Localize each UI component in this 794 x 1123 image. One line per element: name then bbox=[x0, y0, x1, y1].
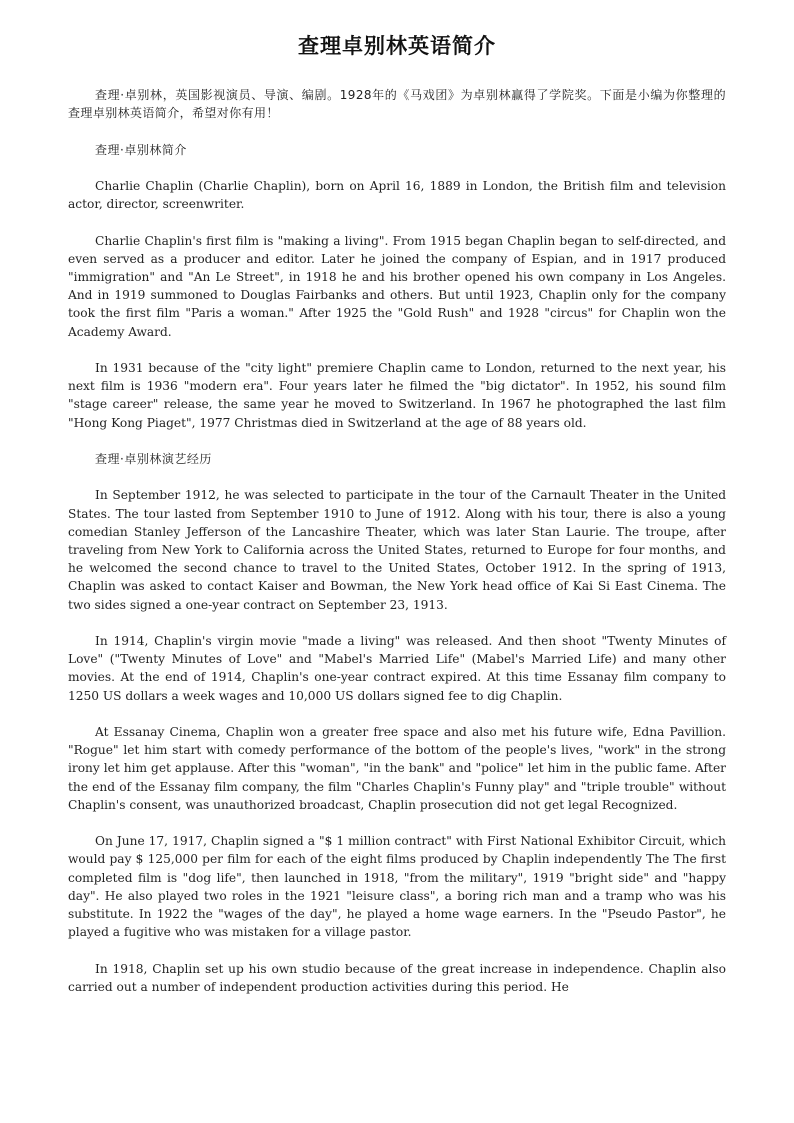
career-paragraph-2: In 1914, Chaplin's virgin movie "made a living" was released. And then shoot "Twenty Minutes of Love" ("Twenty Minutes of Love" and "Mabel's Married Life" (Mabel's Married Life) and many other movies. At the end of 1914, Chaplin's one-year contract expired. At this time Essanay film company to 1250 US dollars a week wages and 10,000 US dollars signed fee to dig Chaplin. bbox=[68, 633, 726, 703]
career-paragraph-4: On June 17, 1917, Chaplin signed a "$ 1 million contract" with First National Exhibitor Circuit, which would pay $ 125,000 per film for each of the eight films produced by Chaplin independently The The first completed film is "dog life", then launched in 1918, "from the military", 1919 "bright side" and "happy day". He also played two roles in the 1921 "leisure class", a boring rich man and a tramp who was his substitute. In 1922 the "wages of the day", he played a home wage earners. In the "Pseudo Pastor", he played a fugitive who was mistaken for a village pastor. bbox=[68, 834, 726, 940]
biography-paragraph-3: In 1931 because of the "city light" premiere Chaplin came to London, returned to the next year, his next film is 1936 "modern era". Four years later he filmed the "big dictator". In 1952, his sound film "stage career" release, the same year he moved to Switzerland. In 1967 he photographed the last film "Hong Kong Piaget", 1977 Christmas died in Switzerland at the age of 88 years old. bbox=[68, 360, 726, 430]
section-heading-biography: 查理·卓别林简介 bbox=[95, 142, 187, 157]
career-paragraph-3: At Essanay Cinema, Chaplin won a greater free space and also met his future wife, Edna Pavillion. "Rogue" let him start with comedy performance of the bottom of the people's lives, "work" in the strong irony let him get applause. After this "woman", "in the bank" and "police" let him in the public fame. After the end of the Essanay film company, the film "Charles Chaplin's Funny play" and "triple trouble" without Chaplin's consent, was unauthorized broadcast, Chaplin prosecution did not get legal Recognized. bbox=[68, 724, 726, 812]
document-page bbox=[68, 30, 726, 1014]
biography-paragraph-2: Charlie Chaplin's first film is "making a living". From 1915 began Chaplin began to self-directed, and even served as a producer and editor. Later he joined the company of Espian, and in 1917 produced "immigration" and "An Le Street", in 1918 he and his brother opened his own company in Los Angeles. And in 1919 summoned to Douglas Fairbanks and others. But until 1923, Chaplin only for the company took the first film "Paris a woman." After 1925 the "Gold Rush" and 1928 "circus" for Chaplin won the Academy Award. bbox=[68, 233, 726, 339]
section-heading-career: 查理·卓别林演艺经历 bbox=[95, 451, 212, 466]
document-title: 查理卓别林英语简介 bbox=[298, 34, 496, 58]
intro-paragraph: 查理·卓别林，英国影视演员、导演、编剧。1928年的《马戏团》为卓别林赢得了学院奖。下面是小编为你整理的查理卓别林英语简介，希望对你有用！ bbox=[68, 88, 726, 121]
career-paragraph-1: In September 1912, he was selected to participate in the tour of the Carnault Theater in the United States. The tour lasted from September 1910 to June of 1912. Along with his tour, there is also a young comedian Stanley Jefferson of the Lancashire Theater, which was later Stan Laurie. The troupe, after traveling from New York to California across the United States, returned to Europe for four months, and he welcomed the second chance to travel to the United States, October 1912. In the spring of 1913, Chaplin was asked to contact Kaiser and Bowman, the New York head office of Kai Si East Cinema. The two sides signed a one-year contract on September 23, 1913. bbox=[68, 488, 726, 612]
career-paragraph-5: In 1918, Chaplin set up his own studio because of the great increase in independence. Chaplin also carried out a number of independent production activities during this period. He bbox=[68, 961, 726, 994]
biography-paragraph-1: Charlie Chaplin (Charlie Chaplin), born on April 16, 1889 in London, the British film and television actor, director, screenwriter. bbox=[68, 178, 726, 212]
